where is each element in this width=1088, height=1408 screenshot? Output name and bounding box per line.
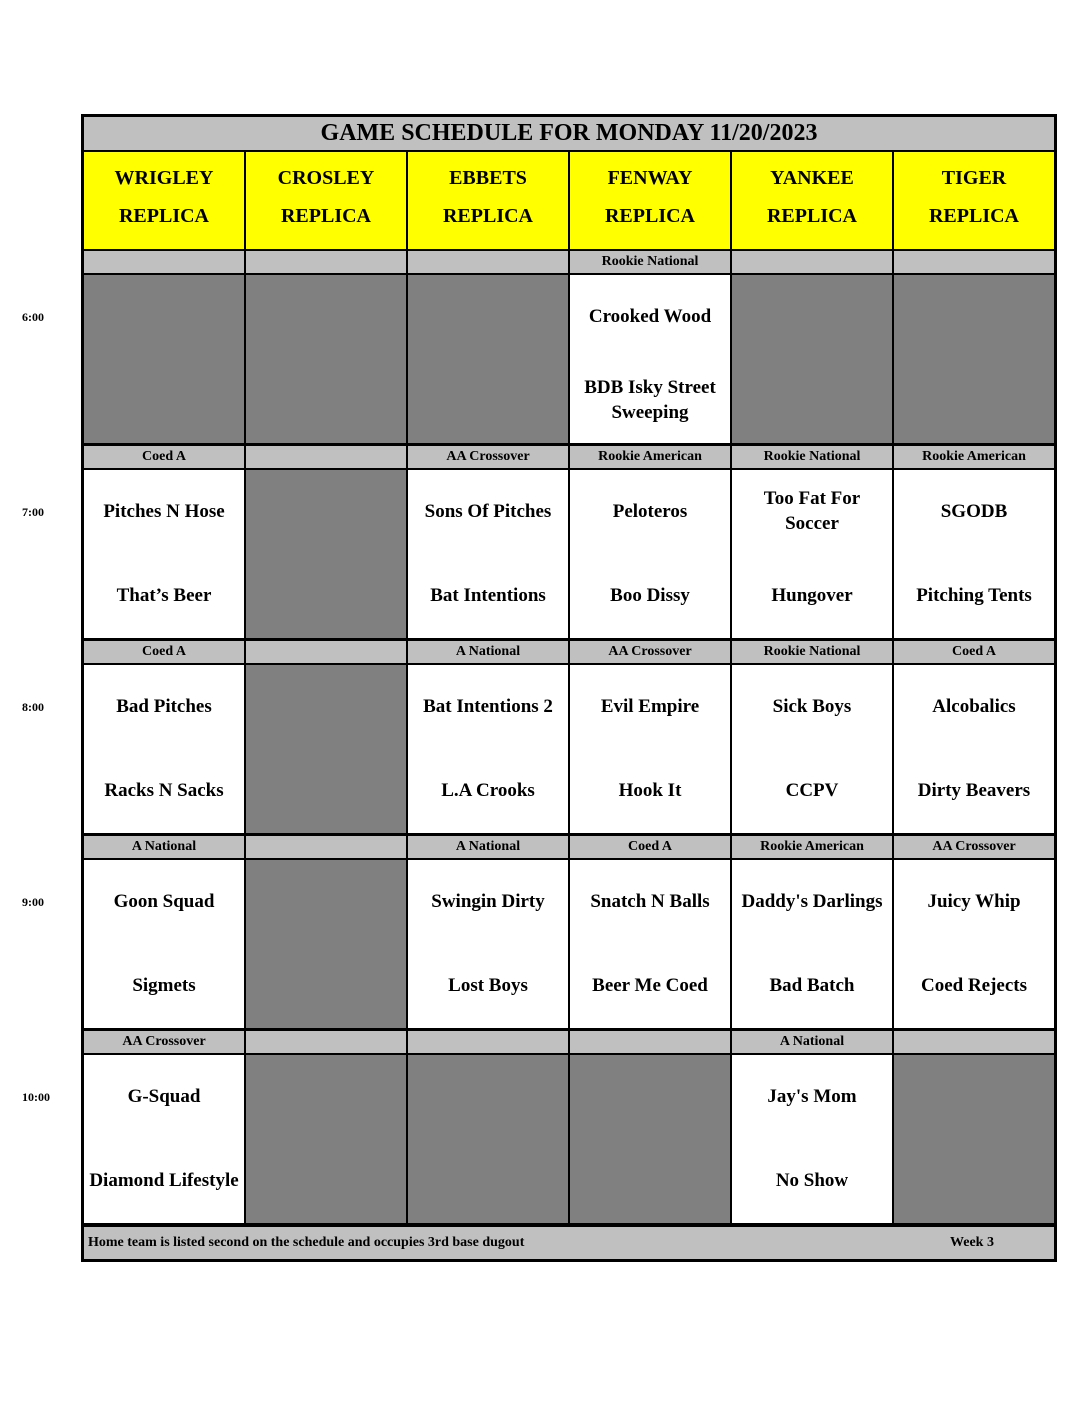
- game-cell: [732, 860, 892, 1028]
- division-label: [246, 251, 406, 273]
- division-label: [246, 1031, 406, 1053]
- home-team-note: Home team is listed second on the schedule and occupies 3rd base dugout: [88, 1235, 525, 1250]
- empty-slot: [894, 275, 1054, 443]
- home-team: Hook It: [618, 779, 682, 801]
- division-label: A National: [84, 836, 244, 858]
- away-team: Daddy's Darlings: [741, 890, 883, 912]
- field-name: TIGER: [941, 166, 1007, 189]
- away-team: Evil Empire: [600, 695, 700, 717]
- field-name: WRIGLEY: [114, 166, 214, 189]
- week-label: Week 3: [950, 1235, 994, 1250]
- division-label: Coed A: [84, 446, 244, 468]
- division-label: AA Crossover: [84, 1031, 244, 1053]
- home-team: Pitching Tents: [916, 584, 1032, 606]
- field-header-ebbets: [408, 152, 568, 249]
- empty-slot: [732, 275, 892, 443]
- home-team: L.A Crooks: [441, 779, 535, 801]
- home-team: CCPV: [785, 779, 839, 801]
- away-team: Bat Intentions 2: [423, 695, 553, 717]
- home-team: That’s Beer: [116, 584, 212, 606]
- division-label: Rookie National: [732, 641, 892, 663]
- field-name: FENWAY: [607, 166, 693, 189]
- division-label: Coed A: [84, 641, 244, 663]
- away-team: Pitches N Hose: [103, 500, 225, 522]
- empty-slot: [246, 470, 406, 638]
- schedule-table: [81, 114, 1057, 1262]
- division-label: [570, 1031, 730, 1053]
- away-team: Bad Pitches: [116, 695, 212, 717]
- game-cell: [732, 470, 892, 638]
- home-team: Hungover: [771, 584, 853, 606]
- game-cell: [84, 860, 244, 1028]
- home-team: Beer Me Coed: [592, 974, 708, 996]
- away-team: Sick Boys: [772, 695, 852, 717]
- home-team: Bad Batch: [769, 974, 855, 996]
- division-label: Rookie National: [570, 251, 730, 273]
- division-label: [246, 446, 406, 468]
- game-cell: [732, 665, 892, 833]
- home-team: No Show: [775, 1169, 849, 1191]
- away-team: Goon Squad: [113, 890, 215, 912]
- division-label: A National: [408, 836, 568, 858]
- time-label: 8:00: [22, 700, 44, 714]
- game-cell: [732, 1055, 892, 1223]
- empty-slot: [84, 275, 244, 443]
- division-label: [246, 641, 406, 663]
- field-header-crosley: [246, 152, 406, 249]
- home-team: Dirty Beavers: [917, 779, 1031, 801]
- game-cell: [570, 470, 730, 638]
- field-subtitle: REPLICA: [766, 204, 857, 227]
- away-team: Swingin Dirty: [431, 890, 545, 912]
- away-team: Sons Of Pitches: [424, 500, 552, 522]
- division-label: [894, 251, 1054, 273]
- time-label: 7:00: [22, 505, 44, 519]
- division-label: [84, 251, 244, 273]
- field-subtitle: REPLICA: [604, 204, 695, 227]
- division-label: [408, 251, 568, 273]
- schedule-title: GAME SCHEDULE FOR MONDAY 11/20/2023: [84, 117, 1054, 150]
- home-team: Sigmets: [132, 974, 196, 996]
- division-label: A National: [732, 1031, 892, 1053]
- division-label: Coed A: [894, 641, 1054, 663]
- footer: [84, 1227, 1054, 1259]
- field-subtitle: REPLICA: [118, 204, 209, 227]
- away-team: Alcobalics: [932, 695, 1016, 717]
- home-team: Boo Dissy: [610, 584, 690, 606]
- field-header-yankee: [732, 152, 892, 249]
- empty-slot: [246, 1055, 406, 1223]
- home-team: Racks N Sacks: [104, 779, 224, 801]
- field-subtitle: REPLICA: [928, 204, 1019, 227]
- game-cell: [84, 1055, 244, 1223]
- game-cell: [408, 665, 568, 833]
- division-label: AA Crossover: [894, 836, 1054, 858]
- home-team: Coed Rejects: [920, 974, 1028, 996]
- division-label: Rookie American: [894, 446, 1054, 468]
- empty-slot: [408, 1055, 568, 1223]
- away-team: Too Fat For Soccer: [763, 488, 861, 534]
- game-cell: [408, 470, 568, 638]
- time-label: 9:00: [22, 895, 44, 909]
- home-team: Lost Boys: [448, 974, 528, 996]
- away-team: G-Squad: [127, 1085, 201, 1107]
- away-team: Peloteros: [612, 500, 688, 522]
- away-team: Jay's Mom: [767, 1085, 857, 1107]
- empty-slot: [408, 275, 568, 443]
- away-team: SGODB: [940, 500, 1008, 522]
- game-cell: [570, 860, 730, 1028]
- field-header-fenway: [570, 152, 730, 249]
- time-label: 10:00: [22, 1090, 50, 1104]
- field-subtitle: REPLICA: [442, 204, 533, 227]
- division-label: Rookie National: [732, 446, 892, 468]
- game-cell: [894, 665, 1054, 833]
- home-team: Diamond Lifestyle: [89, 1169, 239, 1191]
- empty-slot: [894, 1055, 1054, 1223]
- empty-slot: [246, 860, 406, 1028]
- field-subtitle: REPLICA: [280, 204, 371, 227]
- field-header-wrigley: [84, 152, 244, 249]
- field-name: CROSLEY: [277, 166, 375, 189]
- division-label: [732, 251, 892, 273]
- division-label: AA Crossover: [570, 641, 730, 663]
- game-cell: [570, 665, 730, 833]
- away-team: Juicy Whip: [927, 890, 1021, 912]
- game-cell: [894, 470, 1054, 638]
- home-team: BDB Isky Street Sweeping: [584, 377, 716, 423]
- game-cell: [84, 470, 244, 638]
- field-name: YANKEE: [770, 166, 854, 189]
- away-team: Snatch N Balls: [590, 890, 710, 912]
- division-label: [246, 836, 406, 858]
- division-label: [894, 1031, 1054, 1053]
- division-label: AA Crossover: [408, 446, 568, 468]
- away-team: Crooked Wood: [588, 305, 712, 327]
- empty-slot: [570, 1055, 730, 1223]
- time-label: 6:00: [22, 310, 44, 324]
- division-label: Rookie American: [732, 836, 892, 858]
- division-label: [408, 1031, 568, 1053]
- division-label: A National: [408, 641, 568, 663]
- field-name: EBBETS: [449, 166, 527, 189]
- game-cell: [84, 665, 244, 833]
- division-label: Coed A: [570, 836, 730, 858]
- game-cell: [570, 275, 730, 443]
- empty-slot: [246, 665, 406, 833]
- field-header-tiger: [894, 152, 1054, 249]
- empty-slot: [246, 275, 406, 443]
- division-label: Rookie American: [570, 446, 730, 468]
- game-cell: [894, 860, 1054, 1028]
- home-team: Bat Intentions: [430, 584, 546, 606]
- game-cell: [408, 860, 568, 1028]
